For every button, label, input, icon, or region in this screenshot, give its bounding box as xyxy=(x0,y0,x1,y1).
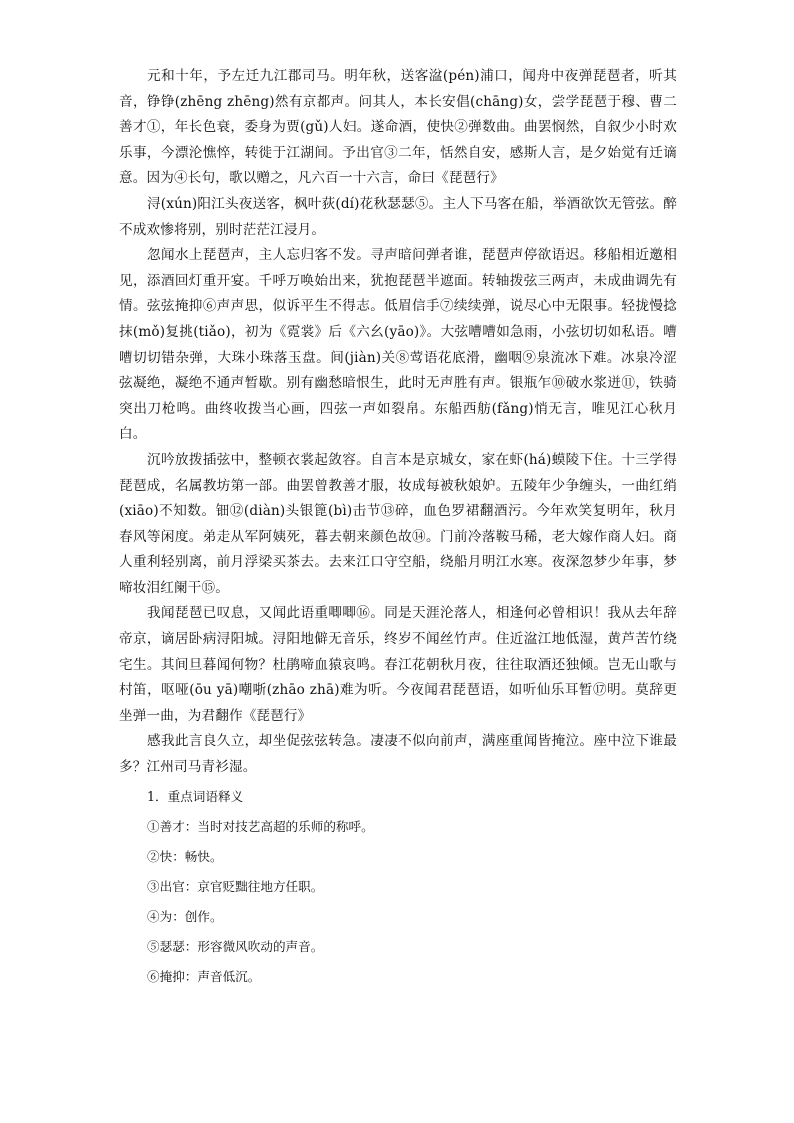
section-heading: 1．重点词语释义 xyxy=(147,788,244,804)
poem-paragraph-2: 忽闻水上琵琶声，主人忘归客不发。寻声暗问弹者谁，琵琶声停欲语迟。移船相近邀相见，添酒回灯重开宴。千呼万唤始出来，犹抱琵琶半遮面。转轴拨弦三两声，未成曲调先有情。弦弦掩抑⑥声声思，似诉平生不得志。低眉信手⑦续续弹，说尽心中无限事。轻拢慢捻抹(mǒ)复挑(tiǎo)，初为《霓裳》后《六幺(yāo)》。大弦嘈嘈如急雨，小弦切切如私语。嘈嘈切切错杂弹，大珠小珠落玉盘。间(jiàn)关⑧莺语花底滑，幽咽⑨泉流冰下难。冰泉冷涩弦凝绝，凝绝不通声暂歇。别有幽愁暗恨生，此时无声胜有声。银瓶乍⑩破水浆迸⑪，铁骑突出刀枪鸣。曲终收拨当心画，四弦一声如裂帛。东船西舫(fǎng)悄无言，唯见江心秋月白。 xyxy=(119,247,677,443)
note-item: ②快：畅快。 xyxy=(147,848,223,864)
note-item: ①善才：当时对技艺高超的乐师的称呼。 xyxy=(147,818,374,834)
note-item: ③出官：京官贬黜往地方任职。 xyxy=(147,878,324,894)
poem-paragraph-3: 沉吟放拨插弦中，整顿衣裳起敛容。自言本是京城女，家在虾(há)蟆陵下住。十三学得琵琶成，名属教坊第一部。曲罢曾教善才服，妆成每被秋娘妒。五陵年少争缠头，一曲红绡(xiāo)不知数。钿⑫(diàn)头银篦(bì)击节⑬碎，血色罗裙翻酒污。今年欢笑复明年，秋月春风等闲度。弟走从军阿姨死，暮去朝来颜色故⑭。门前冷落鞍马稀，老大嫁作商人妇。商人重利轻别离，前月浮梁买茶去。去来江口守空船，绕船月明江水寒。夜深忽梦少年事，梦啼妆泪红阑干⑮。 xyxy=(119,451,677,596)
poem-paragraph-5: 感我此言良久立，却坐促弦弦转急。凄凄不似向前声，满座重闻皆掩泣。座中泣下谁最多？江州司马青衫湿。 xyxy=(119,733,677,776)
note-item: ⑤瑟瑟：形容微风吹动的声音。 xyxy=(147,938,324,954)
document-body xyxy=(119,64,677,992)
preface-paragraph: 元和十年，予左迁九江郡司马。明年秋，送客湓(pén)浦口，闻舟中夜弹琵琶者，听其音，铮铮(zhēng zhēng)然有京都声。问其人，本长安倡(chāng)女，尝学琵琶于穆、曹二善才①，年长色衰，委身为贾(gǔ)人妇。遂命酒，使快②弹数曲。曲罢悯然，自叙少小时欢乐事，今漂沦憔悴，转徙于江湖间。予出官③二年，恬然自安，感斯人言，是夕始觉有迁谪意。因为④长句，歌以赠之，凡六百一十六言，命曰《琵琶行》 xyxy=(119,68,677,187)
poem-paragraph-1: 浔(xún)阳江头夜送客，枫叶荻(dí)花秋瑟瑟⑤。主人下马客在船，举酒欲饮无管弦。醉不成欢惨将别，别时茫茫江浸月。 xyxy=(119,195,677,238)
note-item: ④为：创作。 xyxy=(147,908,223,924)
poem-paragraph-4: 我闻琵琶已叹息，又闻此语重唧唧⑯。同是天涯沦落人，相逢何必曾相识！我从去年辞帝京，谪居卧病浔阳城。浔阳地僻无音乐，终岁不闻丝竹声。住近湓江地低湿，黄芦苦竹绕宅生。其间旦暮闻何物？杜鹃啼血猿哀鸣。春江花朝秋月夜，往往取酒还独倾。岂无山歌与村笛，呕哑(ōu yā)嘲哳(zhāo zhā)难为听。今夜闻君琵琶语，如听仙乐耳暂⑰明。莫辞更坐弹一曲，为君翻作《琵琶行》 xyxy=(119,605,677,724)
note-item: ⑥掩抑：声音低沉。 xyxy=(147,968,261,984)
